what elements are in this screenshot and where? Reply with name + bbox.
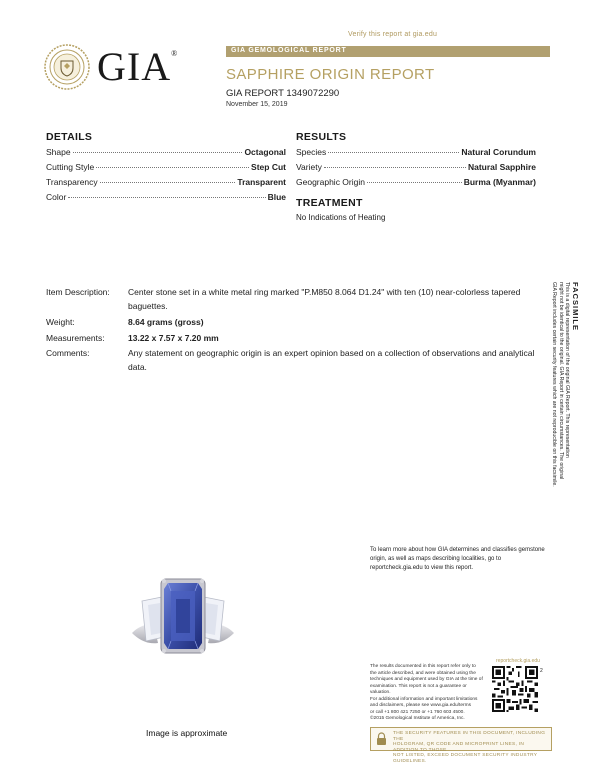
weight-label: Weight: <box>46 317 75 327</box>
security-notice: THE SECURITY FEATURES IN THIS DOCUMENT, INCLUDING THE HOLOGRAM, QR CODE AND MICROPRINT LINES, IN ADDITION TO THOSE NOT LISTED, EXCEED DOCUMENT SECURITY INDUSTRY GUIDELINES. <box>370 727 552 751</box>
learn-more-text: To learn more about how GIA determines and classifies gemstone origin, as well as maps describing localities, go to reportcheck.gia.edu to view this report. <box>370 547 545 571</box>
qr-number: 2 <box>540 668 543 674</box>
gia-seal-icon <box>44 44 90 90</box>
report-type-bar: GIA GEMOLOGICAL REPORT <box>226 46 550 57</box>
treatment-heading: TREATMENT <box>296 197 363 209</box>
gia-wordmark: GIA® <box>97 44 179 89</box>
details-row-color: Color Blue <box>46 192 286 202</box>
results-row-variety: Variety Natural Sapphire <box>296 162 536 172</box>
ring-image <box>128 571 238 665</box>
treatment-text: No Indications of Heating <box>296 213 386 222</box>
facsimile-note: FACSIMILE This is a digital representation of the original GIA Report. This representation might not be identical to the original. GIA Report in certain circumstances. The original GIA Report includes certain security features which are not reproducible on this facsimile. <box>551 282 580 487</box>
results-row-species: Species Natural Corundum <box>296 147 536 157</box>
image-caption: Image is approximate <box>146 728 228 738</box>
report-date: November 15, 2019 <box>226 101 288 108</box>
lock-icon <box>376 732 387 745</box>
results-row-geographic-origin: Geographic Origin Burma (Myanmar) <box>296 177 536 187</box>
verify-link[interactable]: Verify this report at gia.edu <box>348 31 438 38</box>
item-description-value: Center stone set in a white metal ring marked "P.M850 8.064 D1.24" with ten (10) near-colorless tapered baguettes. <box>128 287 521 311</box>
report-title: SAPPHIRE ORIGIN REPORT <box>226 66 435 83</box>
measurements-value: 13.22 x 7.57 x 7.20 mm <box>128 333 219 343</box>
measurements-label: Measurements: <box>46 333 105 343</box>
qr-code-icon[interactable] <box>492 666 538 712</box>
reportcheck-link[interactable]: reportcheck.gia.edu <box>496 658 540 664</box>
details-row-shape: Shape Octagonal <box>46 147 286 157</box>
comments-label: Comments: <box>46 348 90 358</box>
comments-value: Any statement on geographic origin is an expert opinion based on a collection of observations and analytical data. <box>128 348 535 372</box>
report-number: GIA REPORT 1349072290 <box>226 88 340 99</box>
results-heading: RESULTS <box>296 131 347 143</box>
weight-value: 8.64 grams (gross) <box>128 317 204 327</box>
disclaimer-text: The results documented in this report refer only to the article described, and were obtained using the techniques and equipment used by GIA at the time of examination. This report is not a guarantee or valuation. For additional information and important limitations and disclaimers, please see www.gia.edu/terms or call +1 800 421 7250 or +1 760 603 4500. ©2015 Gemological Institute of America, Inc. <box>370 664 483 721</box>
details-row-transparency: Transparency Transparent <box>46 177 286 187</box>
item-description-label: Item Description: <box>46 287 110 297</box>
details-row-cutting-style: Cutting Style Step Cut <box>46 162 286 172</box>
details-heading: DETAILS <box>46 131 93 143</box>
